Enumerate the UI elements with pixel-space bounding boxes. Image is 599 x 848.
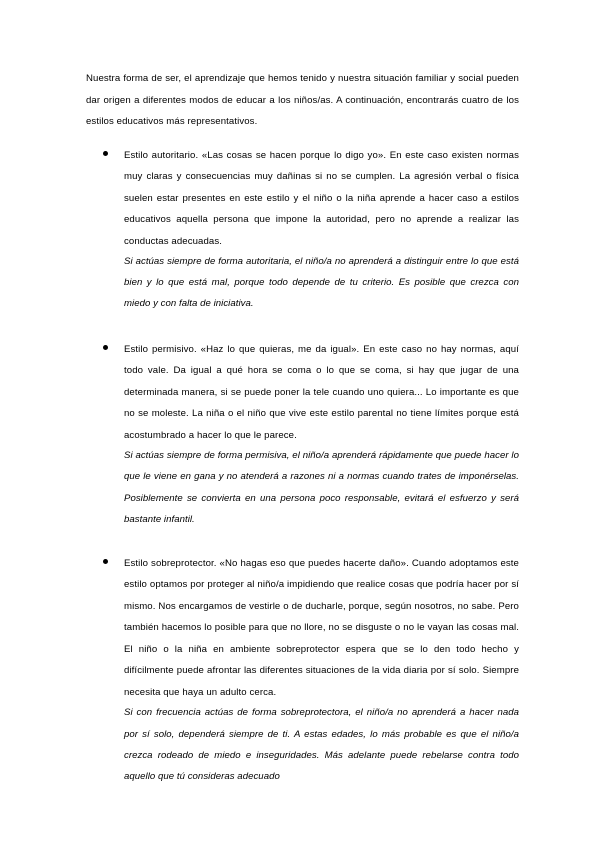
item-text: Estilo permisivo. «Haz lo que quieras, me da igual». En este caso no hay normas, aquí todo vale. Da igual a qué hora se coma o lo que se coma, si hay que jugar de una determinada manera, si se puede poner la tele cuando uno quiera... Lo importante es que no se moleste. La niña o el niño que vive este estilo parental no tiene límites porque está acostumbrado a hacer lo que le parece. [124, 343, 519, 441]
item-note: Si actúas siempre de forma autoritaria, el niño/a no aprenderá a distinguir entre lo que está bien y lo que está mal, porque todo depende de tu criterio. Es posible que crezca con miedo y con falta de iniciativa. [124, 256, 519, 310]
item-note: Si con frecuencia actúas de forma sobreprotectora, el niño/a no aprenderá a hacer nada por sí solo, dependerá siempre de ti. A estas edades, lo más probable es que el niño/a crezca rodeado de miedo e inseguridades. Más adelante puede rebelarse contra todo aquello que tú consideras adecuado [124, 707, 519, 783]
list-item-permissive [86, 339, 519, 530]
item-note: Si actúas siempre de forma permisiva, el niño/a aprenderá rápidamente que puede hacer lo que le viene en gana y no atenderá a razones ni a normas cuando trates de imponérselas. Posiblemente se convierta en una persona poco responsable, evitará el esfuerzo y será bastante infantil. [124, 450, 519, 525]
bullet-icon [103, 151, 108, 156]
item-text: Estilo autoritario. «Las cosas se hacen porque lo digo yo». En este caso existen normas muy claras y consecuencias muy dañinas si no se cumplen. La agresión verbal o física suelen estar presentes en este estilo y el niño o la niña aprende a hacer caso a estilos educativos aquella persona que impone la autoridad, pero no aprende a realizar las conductas adecuadas. [124, 149, 519, 247]
intro-paragraph: Nuestra forma de ser, el aprendizaje que hemos tenido y nuestra situación familiar y social pueden dar origen a diferentes modos de educar a los niños/as. A continuación, encontrarás cuatro de los estilos educativos más representativos. [86, 73, 519, 127]
bullet-icon [103, 345, 108, 350]
list-item-authoritarian [86, 145, 519, 315]
item-text: Estilo sobreprotector. «No hagas eso que puedes hacerte daño». Cuando adoptamos este estilo optamos por proteger al niño/a impidiendo que realice cosas que podría hacer por sí mismo. Nos encargamos de vestirle o de ducharle, porque, según nosotros, no sabe. Pero también hacemos lo posible para que no llore, no se disguste o no le vayan las cosas mal. El niño o la niña en ambiente sobreprotector espera que se lo den todo hecho y difícilmente puede afrontar las diferentes situaciones de la vida diaria por sí solo. Siempre necesita que haya un adulto cerca. [124, 557, 519, 698]
list-item-overprotective [86, 553, 519, 787]
bullet-icon [103, 559, 108, 564]
